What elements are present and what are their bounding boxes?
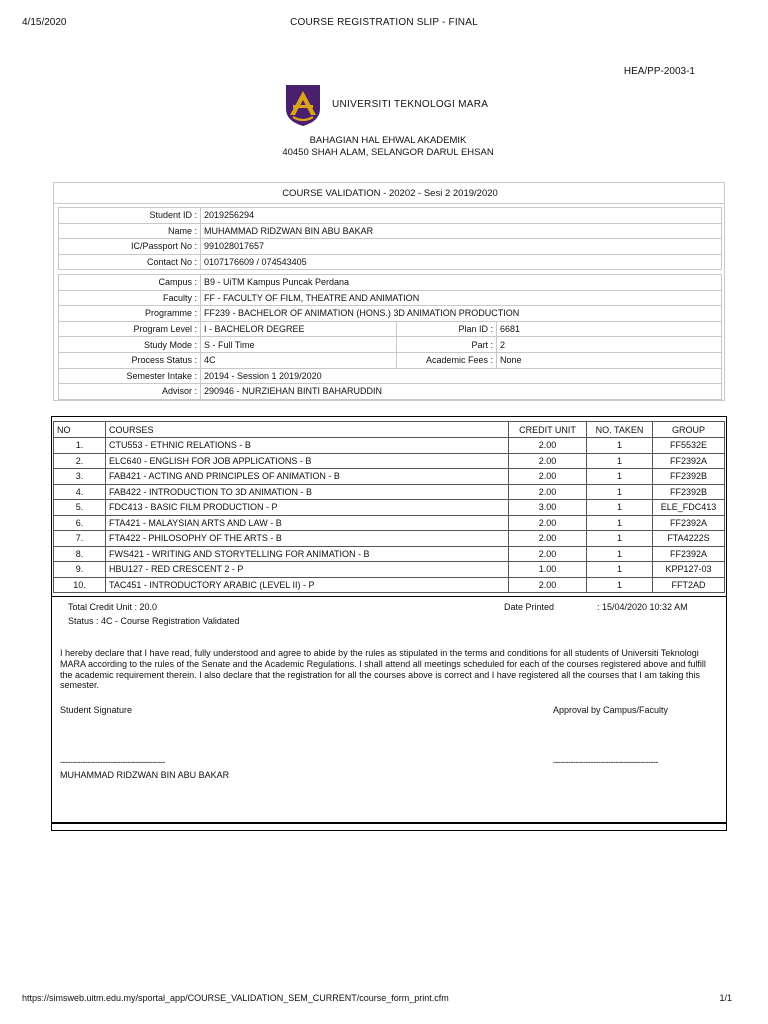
row-credit: 1.00 bbox=[509, 562, 587, 578]
courses-table bbox=[53, 421, 725, 593]
row-no: 4. bbox=[54, 484, 106, 500]
row-group: FF2392A bbox=[653, 546, 725, 562]
table-row bbox=[54, 453, 725, 469]
divider bbox=[52, 822, 726, 824]
programme-label: Programme : bbox=[59, 306, 201, 322]
level-value: I - BACHELOR DEGREE bbox=[201, 321, 397, 337]
declaration-text: I hereby declare that I have read, fully understood and agree to abide by the rules as stipulated in the terms and conditions for all students of Universiti Teknologi MARA according to the rules of the Senate and the Academic Regulations. I shall attend all meetings scheduled for each of the courses registered above and fulfill the academic requirement therein. I also declare that the registration for all the courses above is correct and I have registered all the courses that I am taking this semester. bbox=[60, 648, 706, 691]
student-signature-line: ------------------------------------------ bbox=[60, 757, 165, 767]
page-number: 1/1 bbox=[719, 993, 732, 1003]
campus-value: B9 - UiTM Kampus Puncak Perdana bbox=[201, 275, 722, 291]
uitm-logo-icon bbox=[284, 83, 322, 127]
row-course: ELC640 - ENGLISH FOR JOB APPLICATIONS - B bbox=[106, 453, 509, 469]
row-taken: 1 bbox=[587, 484, 653, 500]
plan-id-label: Plan ID : bbox=[397, 321, 497, 337]
fees-label: Academic Fees : bbox=[397, 352, 497, 368]
faculty-label: Faculty : bbox=[59, 290, 201, 306]
contact-label: Contact No : bbox=[59, 254, 201, 270]
advisor-label: Advisor : bbox=[59, 384, 201, 400]
row-credit: 2.00 bbox=[509, 515, 587, 531]
col-taken-header: NO. TAKEN bbox=[587, 422, 653, 438]
student-signature-label: Student Signature bbox=[60, 705, 133, 715]
row-no: 10. bbox=[54, 577, 106, 593]
row-credit: 2.00 bbox=[509, 484, 587, 500]
row-taken: 1 bbox=[587, 438, 653, 454]
row-group: FTA4222S bbox=[653, 531, 725, 547]
ic-label: IC/Passport No : bbox=[59, 239, 201, 255]
courses-header-row bbox=[54, 422, 725, 438]
table-row bbox=[54, 546, 725, 562]
part-value: 2 bbox=[497, 337, 722, 353]
row-group: FFT2AD bbox=[653, 577, 725, 593]
row-taken: 1 bbox=[587, 577, 653, 593]
total-credit: Total Credit Unit : 20.0 bbox=[68, 602, 158, 612]
table-row bbox=[54, 500, 725, 516]
row-no: 3. bbox=[54, 469, 106, 485]
row-no: 2. bbox=[54, 453, 106, 469]
date-printed-label: Date Printed bbox=[504, 602, 555, 612]
contact-value: 0107176609 / 074543405 bbox=[201, 254, 722, 270]
process-status-row bbox=[59, 352, 722, 368]
row-course: TAC451 - INTRODUCTORY ARABIC (LEVEL II) - P bbox=[106, 577, 509, 593]
student-name-row bbox=[59, 223, 722, 239]
row-course: HBU127 - RED CRESCENT 2 - P bbox=[106, 562, 509, 578]
student-name-label: Name : bbox=[59, 223, 201, 239]
level-label: Program Level : bbox=[59, 321, 201, 337]
advisor-value: 290946 - NURZIEHAN BINTI BAHARUDDIN bbox=[201, 384, 722, 400]
row-course: FTA422 - PHILOSOPHY OF THE ARTS - B bbox=[106, 531, 509, 547]
print-date: 4/15/2020 bbox=[22, 17, 67, 28]
row-taken: 1 bbox=[587, 562, 653, 578]
divider bbox=[54, 203, 724, 204]
divider bbox=[52, 596, 726, 597]
validation-title: COURSE VALIDATION - 20202 - Sesi 2 2019/2020 bbox=[282, 188, 498, 199]
intake-value: 20194 - Session 1 2019/2020 bbox=[201, 368, 722, 384]
fees-value: None bbox=[497, 352, 722, 368]
table-row bbox=[54, 515, 725, 531]
study-mode-row bbox=[59, 337, 722, 353]
signer-name: MUHAMMAD RIDZWAN BIN ABU BAKAR bbox=[60, 770, 230, 780]
programme-value: FF239 - BACHELOR OF ANIMATION (HONS.) 3D ANIMATION PRODUCTION bbox=[201, 306, 722, 322]
programme-row bbox=[59, 306, 722, 322]
program-info-table bbox=[58, 274, 722, 400]
row-course: FAB422 - INTRODUCTION TO 3D ANIMATION - B bbox=[106, 484, 509, 500]
row-course: CTU553 - ETHNIC RELATIONS - B bbox=[106, 438, 509, 454]
row-group: FF5532E bbox=[653, 438, 725, 454]
row-group: KPP127-03 bbox=[653, 562, 725, 578]
university-name: UNIVERSITI TEKNOLOGI MARA bbox=[332, 99, 489, 110]
col-no-header: NO bbox=[54, 422, 106, 438]
student-id-row bbox=[59, 208, 722, 224]
row-credit: 2.00 bbox=[509, 577, 587, 593]
student-id-value: 2019256294 bbox=[201, 208, 722, 224]
row-group: FF2392B bbox=[653, 484, 725, 500]
process-status-value: 4C bbox=[201, 352, 397, 368]
study-mode-label: Study Mode : bbox=[59, 337, 201, 353]
row-no: 8. bbox=[54, 546, 106, 562]
department-address: 40450 SHAH ALAM, SELANGOR DARUL EHSAN bbox=[282, 147, 494, 158]
row-credit: 2.00 bbox=[509, 453, 587, 469]
registration-status: Status : 4C - Course Registration Validated bbox=[68, 616, 240, 626]
row-taken: 1 bbox=[587, 453, 653, 469]
department-name: BAHAGIAN HAL EHWAL AKADEMIK bbox=[309, 135, 467, 146]
approval-signature-line: ------------------------------------------ bbox=[553, 757, 658, 767]
row-group: FF2392A bbox=[653, 515, 725, 531]
student-name-value: MUHAMMAD RIDZWAN BIN ABU BAKAR bbox=[201, 223, 722, 239]
row-no: 6. bbox=[54, 515, 106, 531]
table-row bbox=[54, 577, 725, 593]
form-code: HEA/PP-2003-1 bbox=[623, 66, 695, 77]
approval-label: Approval by Campus/Faculty bbox=[553, 705, 669, 715]
level-row bbox=[59, 321, 722, 337]
row-credit: 2.00 bbox=[509, 469, 587, 485]
row-taken: 1 bbox=[587, 500, 653, 516]
intake-label: Semester Intake : bbox=[59, 368, 201, 384]
row-no: 7. bbox=[54, 531, 106, 547]
campus-row bbox=[59, 275, 722, 291]
table-row bbox=[54, 562, 725, 578]
plan-id-value: 6681 bbox=[497, 321, 722, 337]
page-url: https://simsweb.uitm.edu.my/sportal_app/COURSE_VALIDATION_SEM_CURRENT/course_form_print.cfm bbox=[22, 993, 449, 1003]
date-printed-value: : 15/04/2020 10:32 AM bbox=[597, 602, 688, 612]
col-credit-header: CREDIT UNIT bbox=[509, 422, 587, 438]
advisor-row bbox=[59, 384, 722, 400]
row-credit: 2.00 bbox=[509, 546, 587, 562]
row-taken: 1 bbox=[587, 546, 653, 562]
row-course: FTA421 - MALAYSIAN ARTS AND LAW - B bbox=[106, 515, 509, 531]
row-no: 5. bbox=[54, 500, 106, 516]
table-row bbox=[54, 438, 725, 454]
table-row bbox=[54, 484, 725, 500]
row-no: 9. bbox=[54, 562, 106, 578]
row-course: FDC413 - BASIC FILM PRODUCTION - P bbox=[106, 500, 509, 516]
ic-row bbox=[59, 239, 722, 255]
print-title: COURSE REGISTRATION SLIP - FINAL bbox=[290, 17, 478, 28]
row-no: 1. bbox=[54, 438, 106, 454]
department-block bbox=[0, 135, 768, 159]
contact-row bbox=[59, 254, 722, 270]
row-course: FWS421 - WRITING AND STORYTELLING FOR ANIMATION - B bbox=[106, 546, 509, 562]
table-row bbox=[54, 531, 725, 547]
student-id-label: Student ID : bbox=[59, 208, 201, 224]
courses-panel bbox=[51, 416, 727, 831]
validation-panel bbox=[53, 182, 725, 401]
row-credit: 2.00 bbox=[509, 531, 587, 547]
part-label: Part : bbox=[397, 337, 497, 353]
row-group: ELE_FDC413 bbox=[653, 500, 725, 516]
row-group: FF2392B bbox=[653, 469, 725, 485]
row-course: FAB421 - ACTING AND PRINCIPLES OF ANIMATION - B bbox=[106, 469, 509, 485]
intake-row bbox=[59, 368, 722, 384]
ic-value: 991028017657 bbox=[201, 239, 722, 255]
process-status-label: Process Status : bbox=[59, 352, 201, 368]
campus-label: Campus : bbox=[59, 275, 201, 291]
study-mode-value: S - Full Time bbox=[201, 337, 397, 353]
col-course-header: COURSES bbox=[106, 422, 509, 438]
row-credit: 2.00 bbox=[509, 438, 587, 454]
col-group-header: GROUP bbox=[653, 422, 725, 438]
faculty-value: FF - FACULTY OF FILM, THEATRE AND ANIMATION bbox=[201, 290, 722, 306]
student-info-table bbox=[58, 207, 722, 270]
row-credit: 3.00 bbox=[509, 500, 587, 516]
row-group: FF2392A bbox=[653, 453, 725, 469]
table-row bbox=[54, 469, 725, 485]
row-taken: 1 bbox=[587, 515, 653, 531]
faculty-row bbox=[59, 290, 722, 306]
row-taken: 1 bbox=[587, 469, 653, 485]
row-taken: 1 bbox=[587, 531, 653, 547]
